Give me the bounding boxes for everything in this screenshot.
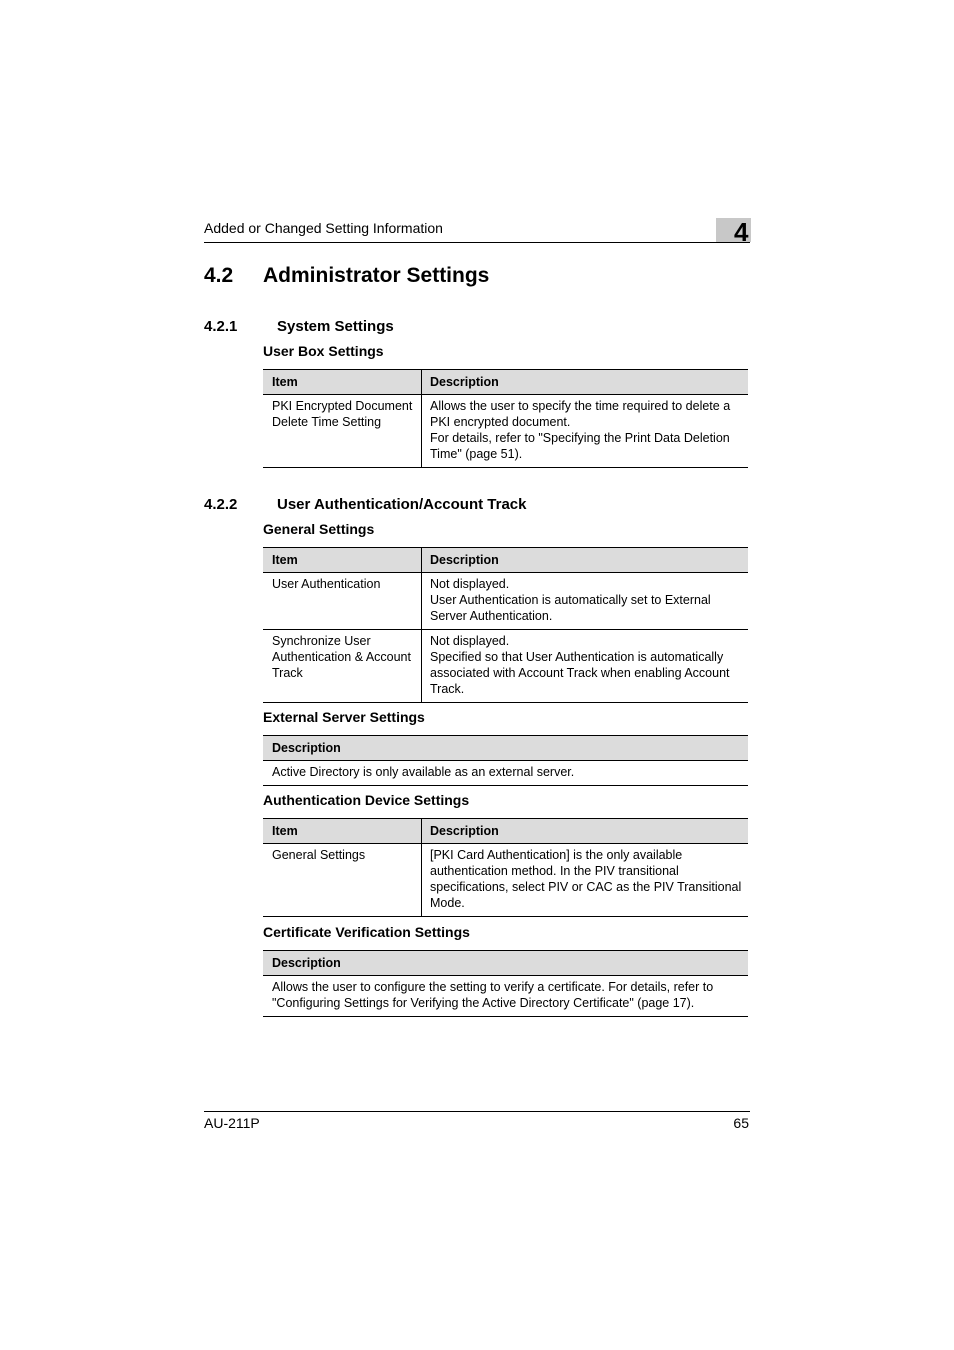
table-row — [263, 761, 748, 786]
subsection-number-system: 4.2.1 — [204, 318, 238, 335]
heading-general-settings: General Settings — [263, 521, 375, 537]
column-header-item: Item — [263, 548, 422, 573]
cell-line: specifications, select PIV or CAC as the PIV Transitional — [430, 880, 742, 894]
certificate-verification-settings-table — [263, 950, 748, 1017]
cell-line: Track — [272, 666, 303, 680]
external-server-settings-table — [263, 735, 748, 786]
subsection-title-user-auth: User Authentication/Account Track — [277, 496, 527, 513]
section-title: Administrator Settings — [263, 264, 490, 287]
section-number: 4.2 — [204, 264, 234, 287]
table-cell-description — [422, 844, 749, 917]
table-header-row — [263, 819, 748, 844]
cell-line: Synchronize User — [272, 634, 371, 648]
heading-certificate-verification-settings: Certificate Verification Settings — [263, 924, 470, 940]
table-header-row — [263, 951, 748, 976]
cell-line: PKI encrypted document. — [430, 415, 571, 429]
cell-line: Active Directory is only available as an external server. — [272, 765, 575, 779]
table-cell-description — [263, 976, 748, 1017]
cell-line: "Configuring Settings for Verifying the Active Directory Certificate" (page 17). — [272, 996, 695, 1010]
table-cell-item — [263, 573, 422, 630]
cell-line: Specified so that User Authentication is automatically — [430, 650, 724, 664]
subsection-title-system: System Settings — [277, 318, 394, 335]
cell-line: Mode. — [430, 896, 465, 910]
cell-line: [PKI Card Authentication] is the only available — [430, 848, 683, 862]
table-row — [263, 573, 748, 630]
table-cell-description — [263, 761, 748, 786]
table-cell-item — [263, 630, 422, 703]
heading-authentication-device-settings: Authentication Device Settings — [263, 792, 470, 808]
table-row — [263, 844, 748, 917]
cell-line: Allows the user to configure the setting to verify a certificate. For details, refer to — [272, 980, 714, 994]
cell-line: User Authentication is automatically set to External — [430, 593, 711, 607]
cell-line: General Settings — [272, 848, 366, 862]
table-cell-description — [422, 395, 749, 468]
authentication-device-settings-table — [263, 818, 748, 917]
cell-line: Delete Time Setting — [272, 415, 382, 429]
heading-external-server-settings: External Server Settings — [263, 709, 425, 725]
cell-line: authentication method. In the PIV transitional — [430, 864, 679, 878]
table-row — [263, 630, 748, 703]
table-cell-description — [422, 630, 749, 703]
table-cell-item — [263, 395, 422, 468]
cell-line: Server Authentication. — [430, 609, 553, 623]
cell-line: User Authentication — [272, 577, 381, 591]
column-header-description: Description — [422, 819, 749, 844]
table-row — [263, 395, 748, 468]
footer-model-name: AU-211P — [204, 1115, 260, 1131]
cell-line: PKI Encrypted Document — [272, 399, 413, 413]
column-header-description: Description — [422, 548, 749, 573]
cell-line: Not displayed. — [430, 634, 510, 648]
cell-line: Not displayed. — [430, 577, 510, 591]
table-header-row — [263, 548, 748, 573]
cell-line: Time" (page 51). — [430, 447, 523, 461]
table-header-row — [263, 736, 748, 761]
footer-page-number: 65 — [733, 1115, 749, 1131]
table-header-row — [263, 370, 748, 395]
running-header-title: Added or Changed Setting Information — [204, 220, 443, 236]
heading-user-box-settings: User Box Settings — [263, 343, 384, 359]
cell-line: Track. — [430, 682, 465, 696]
cell-line: Authentication & Account — [272, 650, 411, 664]
cell-line: Allows the user to specify the time required to delete a — [430, 399, 731, 413]
column-header-item: Item — [263, 370, 422, 395]
footer-rule — [204, 1111, 750, 1112]
general-settings-table — [263, 547, 748, 703]
cell-line: For details, refer to "Specifying the Print Data Deletion — [430, 431, 730, 445]
column-header-description: Description — [263, 736, 748, 761]
table-cell-item — [263, 844, 422, 917]
header-rule — [204, 242, 750, 243]
table-cell-description — [422, 573, 749, 630]
user-box-settings-table — [263, 369, 748, 468]
column-header-item: Item — [263, 819, 422, 844]
column-header-description: Description — [263, 951, 748, 976]
subsection-number-user-auth: 4.2.2 — [204, 496, 238, 513]
chapter-number: 4 — [734, 217, 749, 247]
column-header-description: Description — [422, 370, 749, 395]
cell-line: associated with Account Track when enabling Account — [430, 666, 730, 680]
table-row — [263, 976, 748, 1017]
